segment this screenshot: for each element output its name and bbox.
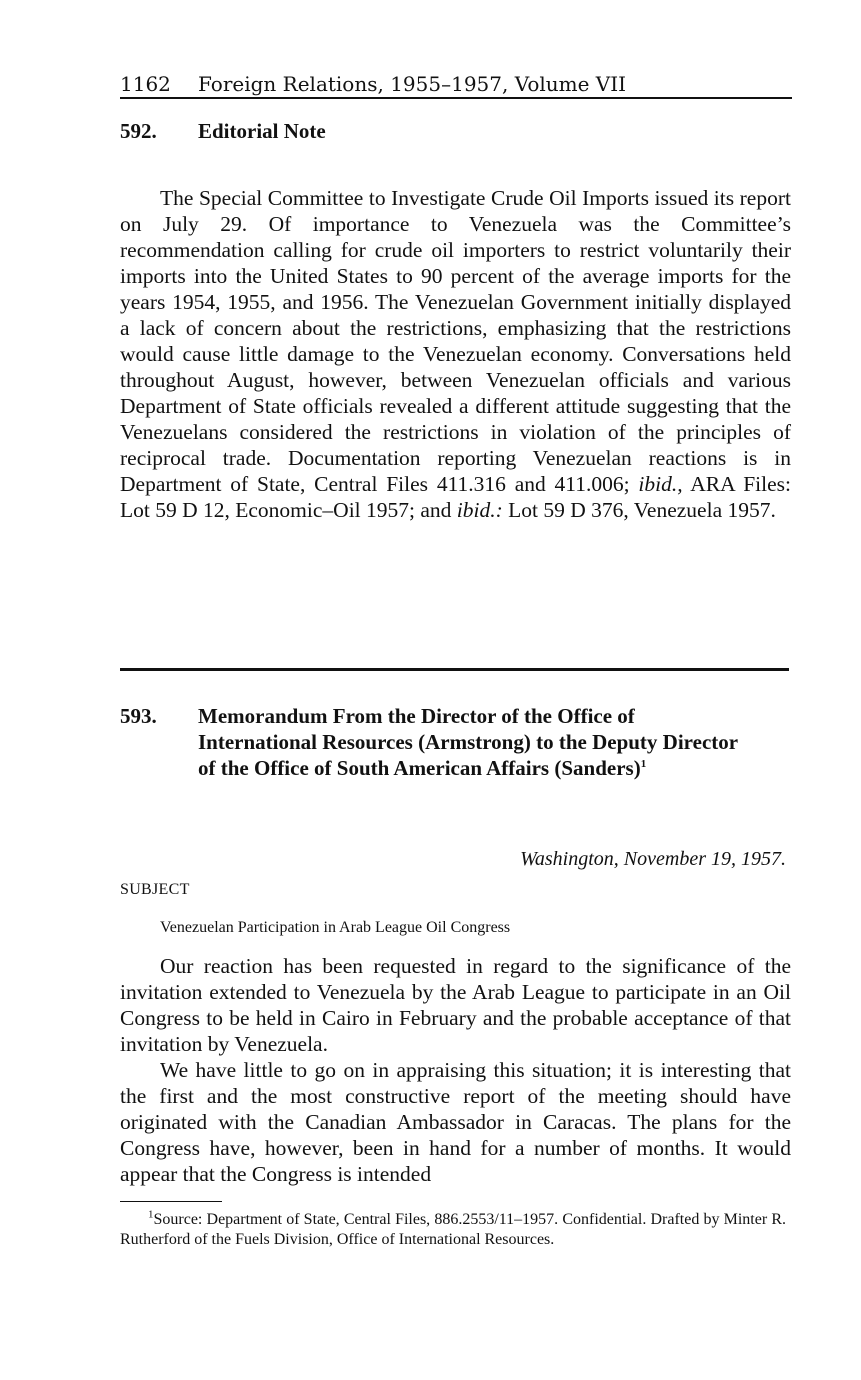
doc-592-number: 592. [120,119,157,143]
footnote-rule [120,1201,222,1202]
subject-label: SUBJECT [120,881,190,898]
doc-592-heading [120,118,800,144]
doc-593-paragraph-1: Our reaction has been requested in regard to the significance of the invitation extended to Venezuela by the Arab League to participate in an Oil Congress to be held in Cairo in February and the probable acceptance of that invitation by Venezuela. [120,954,791,1056]
footnote [120,1210,786,1250]
paragraph-text: The Special Committee to Investigate Crude Oil Imports issued its report on July 29. Of importance to Venezuela was the Committee’s recommendation calling for crude oil importers to restrict voluntarily their imports into the United States to 90 percent of the average imports for the years 1954, 1955, and 1956. The Venezuelan Government initially displayed a lack of concern about the restrictions, emphasizing that the restrictions would cause little damage to the Venezuelan economy. Conversations held throughout August, however, between Venezuelan officials and various Department of State officials revealed a different attitude suggesting that the Venezuelans considered the restrictions in violation of the principles of reciprocal trade. Documentation reporting Venezuelan reactions is in Department of State, Central Files 411.316 and 411.006; [120,186,791,496]
document-separator [120,668,789,671]
doc-593-number: 593. [120,704,157,728]
doc-593-paragraph-2: We have little to go on in appraising this situation; it is interesting that the first and the most constructive report of the meeting should have originated with the Canadian Ambassador in Caracas. The plans for the Congress have, however, been in hand for a number of months. It would appear that the Congress is intended [120,1058,791,1186]
volume-title: Foreign Relations, 1955–1957, Volume VII [198,72,627,96]
doc-593-body [120,953,791,1187]
doc-593-heading [120,703,800,781]
footnote-text: Source: Department of State, Central Files, 886.2553/11–1957. Confidential. Drafted by Minter R. Rutherford of the Fuels Division, Office of International Resources. [120,1211,786,1248]
page-number: 1162 [120,72,171,96]
ibid-citation: ibid.: [456,498,503,522]
ibid-citation: ibid., [638,472,683,496]
paragraph-text: ARA Files: Lot 59 D 12, Economic–Oil 1957; and [120,472,791,522]
doc-592-title: Editorial Note [198,119,326,143]
doc-592-body [120,185,791,523]
dateline: Washington, November 19, 1957. [520,848,786,870]
subject-text: Venezuelan Participation in Arab League Oil Congress [160,919,511,936]
paragraph-text: Lot 59 D 376, Venezuela 1957. [502,498,776,522]
footnote-number: 1 [148,1208,154,1221]
doc-593-title: Memorandum From the Director of the Office of International Resources (Armstrong) to the Deputy Director of the Office of South American Affairs (Sanders) [198,704,738,780]
doc-593-title-wrap [198,703,758,781]
doc-592-paragraph [120,185,791,523]
running-head [120,71,792,99]
footnote-marker: 1 [640,758,647,770]
